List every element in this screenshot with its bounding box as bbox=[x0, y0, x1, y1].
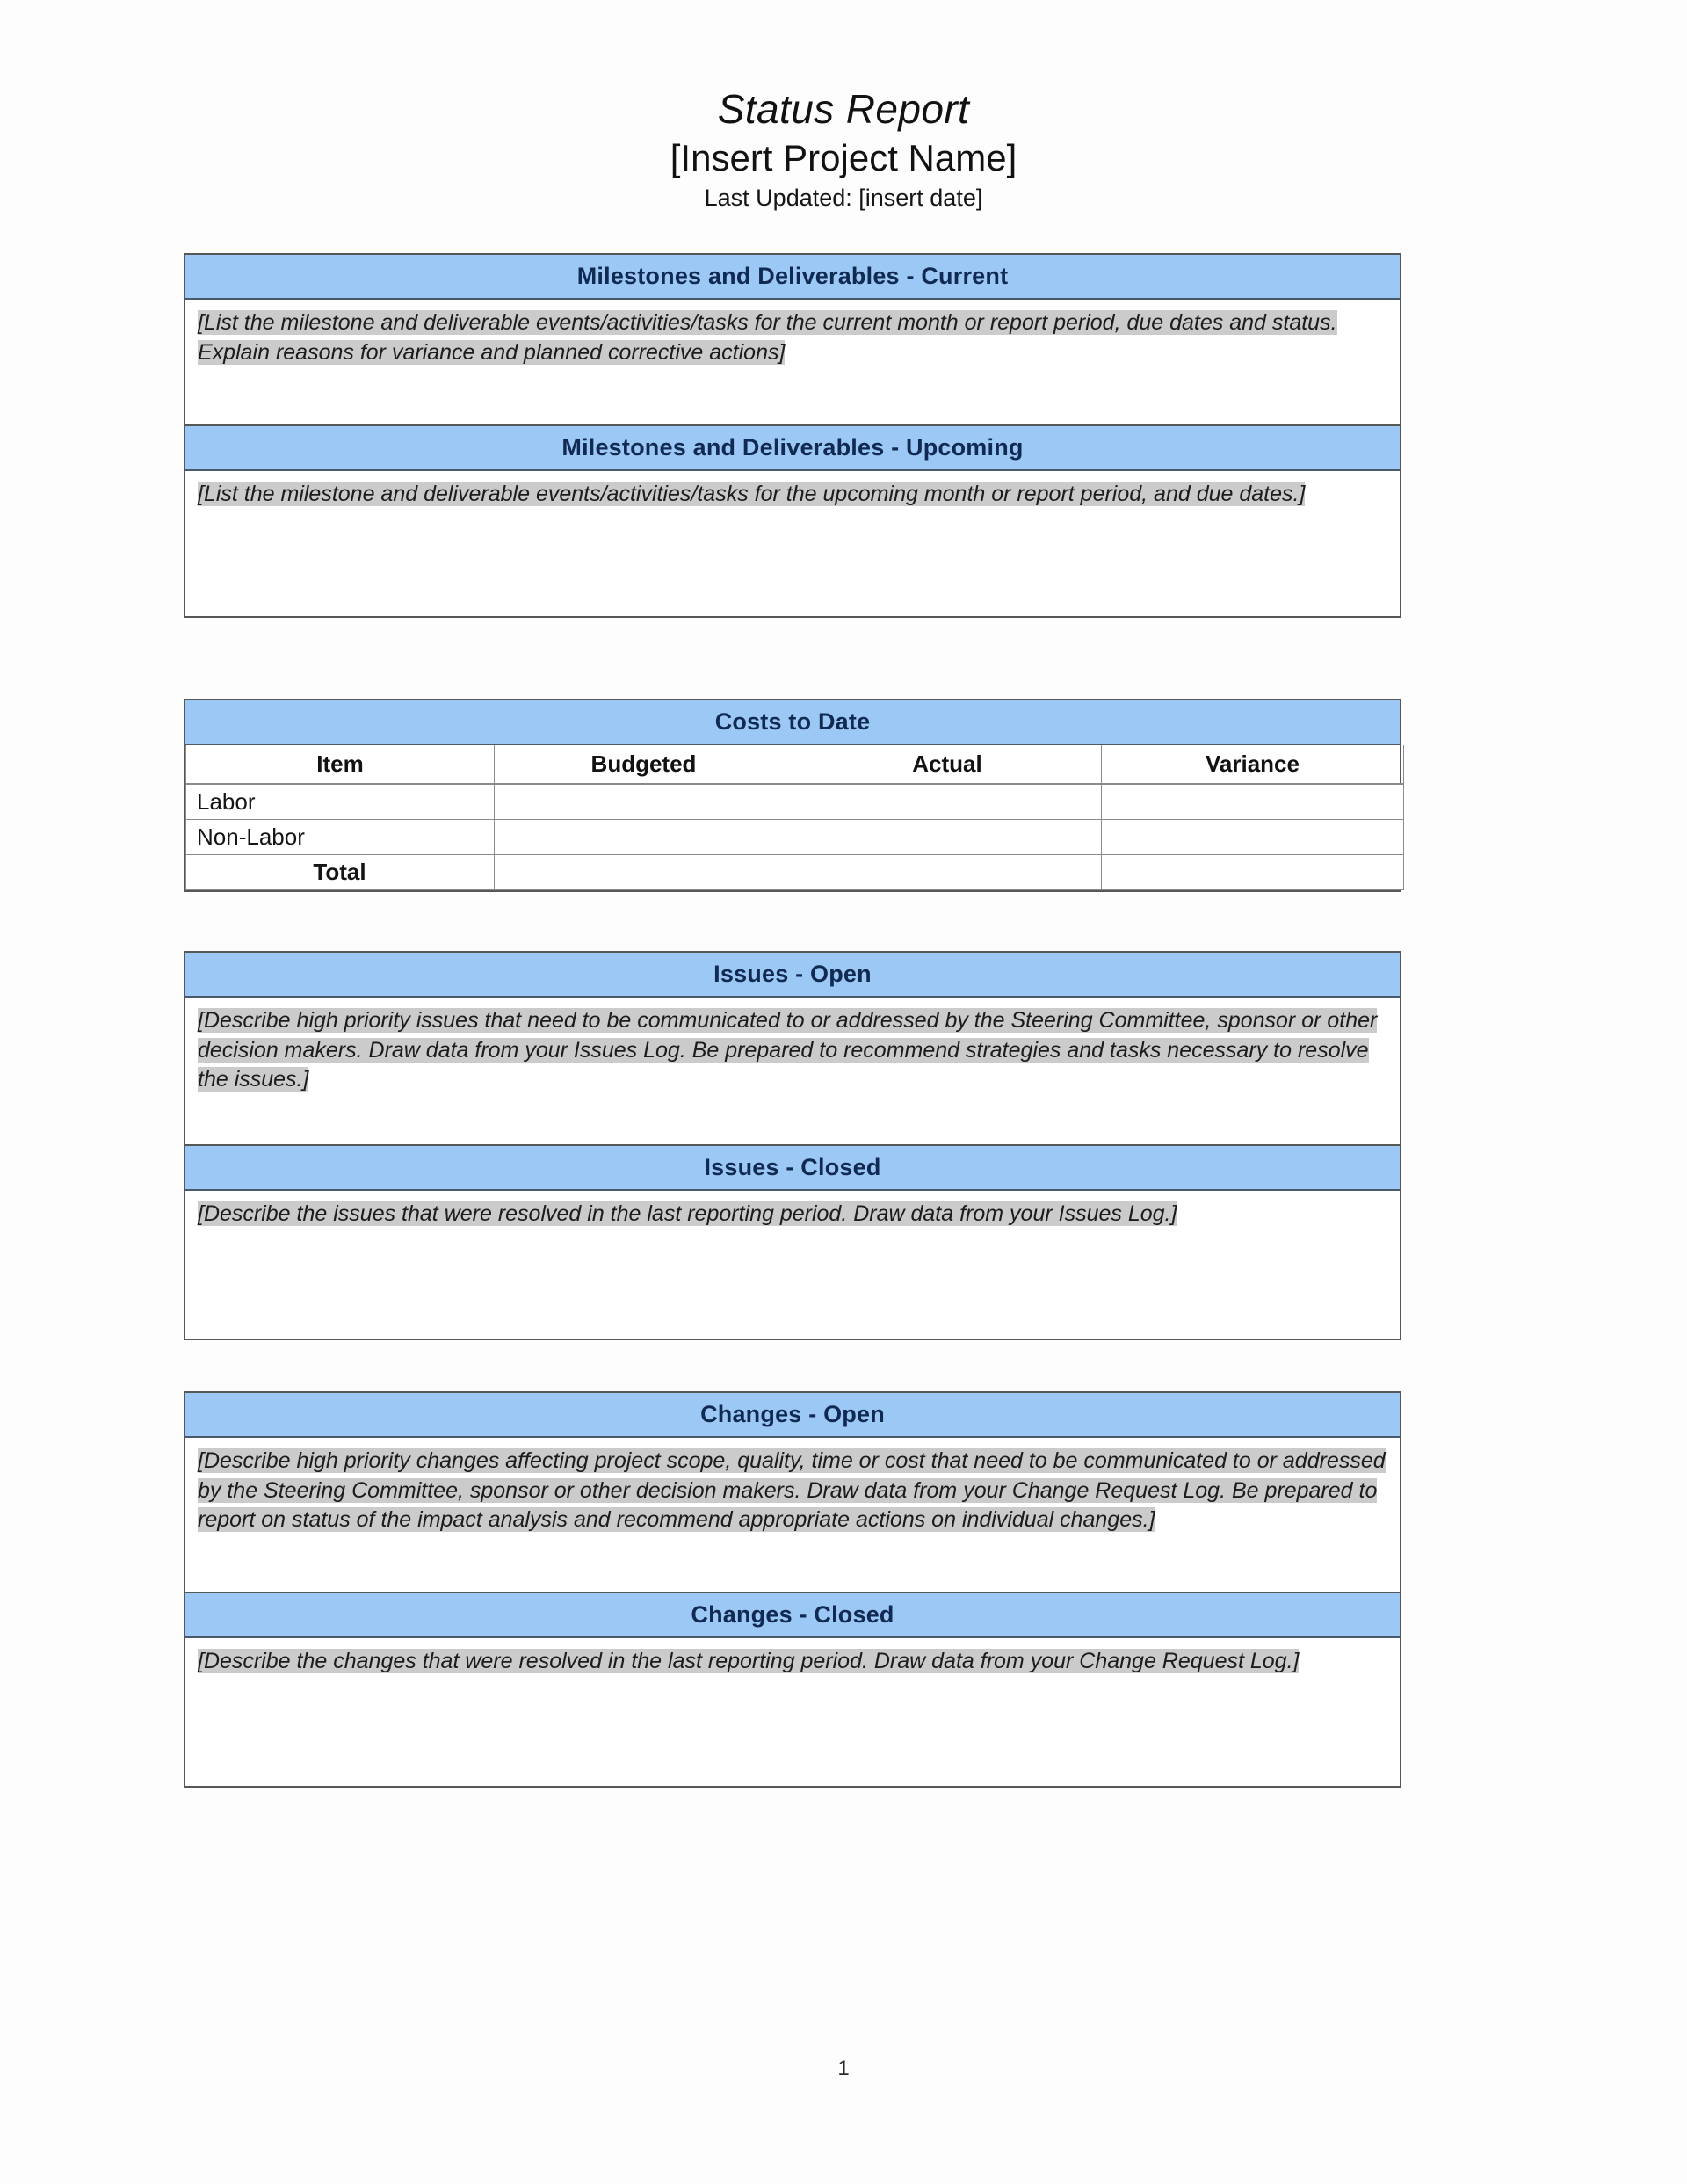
table-header-row bbox=[186, 745, 1404, 784]
changes-open-body bbox=[198, 1447, 1387, 1535]
row-label-non-labor: Non-Labor bbox=[186, 819, 495, 854]
milestones-section bbox=[184, 253, 1401, 618]
column-header-item: Item bbox=[186, 745, 495, 784]
issues-closed-body-cell[interactable] bbox=[185, 1191, 1400, 1339]
milestones-current-body-cell[interactable] bbox=[185, 300, 1400, 424]
page-number: 1 bbox=[837, 2057, 850, 2080]
issues-closed-heading: Issues - Closed bbox=[185, 1144, 1400, 1191]
milestones-current-heading: Milestones and Deliverables - Current bbox=[185, 255, 1400, 300]
milestones-upcoming-heading: Milestones and Deliverables - Upcoming bbox=[185, 424, 1400, 471]
costs-to-date-section bbox=[184, 699, 1401, 892]
cell-labor-variance[interactable] bbox=[1102, 784, 1404, 819]
column-header-budgeted: Budgeted bbox=[495, 745, 793, 784]
costs-to-date-table bbox=[185, 745, 1404, 890]
table-row bbox=[186, 819, 1404, 854]
milestones-upcoming-body-cell[interactable] bbox=[185, 471, 1400, 616]
changes-open-body-cell[interactable] bbox=[185, 1438, 1400, 1592]
changes-open-body-text: [Describe high priority changes affecting project scope, quality, time or cost that need to be communicated to or addressed by the Steering Committee, sponsor or other decision makers. Draw data from your Change Request Log. Be prepared to report on status of the impact analysis and recommend appropriate actions on individual changes.] bbox=[198, 1448, 1386, 1532]
last-updated-line[interactable]: Last Updated: [insert date] bbox=[704, 184, 983, 211]
milestones-upcoming-body-text: [List the milestone and deliverable events/activities/tasks for the upcoming month or report period, and due dates.] bbox=[198, 482, 1306, 506]
project-name-placeholder[interactable]: [Insert Project Name] bbox=[670, 136, 1017, 178]
cell-non-labor-variance[interactable] bbox=[1102, 819, 1404, 854]
issues-open-body bbox=[198, 1006, 1387, 1095]
milestones-current-body-text: [List the milestone and deliverable events/activities/tasks for the current month or report period, due dates and status. Explain reasons for variance and planned corrective actions] bbox=[198, 310, 1337, 365]
cell-labor-budgeted[interactable] bbox=[495, 784, 793, 819]
milestones-current-body bbox=[198, 308, 1387, 367]
cell-total-actual[interactable] bbox=[793, 854, 1102, 889]
table-row bbox=[186, 784, 1404, 819]
issues-section bbox=[184, 951, 1401, 1340]
cell-total-variance[interactable] bbox=[1102, 854, 1404, 889]
table-row bbox=[186, 854, 1404, 889]
changes-closed-body bbox=[198, 1647, 1387, 1677]
column-header-actual: Actual bbox=[793, 745, 1102, 784]
issues-closed-body bbox=[198, 1200, 1387, 1230]
title-block bbox=[0, 88, 1687, 212]
cell-non-labor-budgeted[interactable] bbox=[495, 819, 793, 854]
issues-open-body-text: [Describe high priority issues that need to be communicated to or addressed by the Steering Committee, sponsor or other decision makers. Draw data from your Issues Log. Be prepared to recommend strategies and tasks necessary to resolve the issues.] bbox=[198, 1008, 1378, 1092]
costs-to-date-heading: Costs to Date bbox=[185, 700, 1400, 745]
changes-closed-heading: Changes - Closed bbox=[185, 1592, 1400, 1638]
changes-closed-body-text: [Describe the changes that were resolved in the last reporting period. Draw data from your Change Request Log.] bbox=[198, 1649, 1300, 1673]
changes-section bbox=[184, 1391, 1401, 1788]
row-label-total: Total bbox=[186, 854, 495, 889]
cell-labor-actual[interactable] bbox=[793, 784, 1102, 819]
row-label-labor: Labor bbox=[186, 784, 495, 819]
issues-closed-body-text: [Describe the issues that were resolved in the last reporting period. Draw data from your Issues Log.] bbox=[198, 1201, 1177, 1226]
issues-open-body-cell[interactable] bbox=[185, 998, 1400, 1144]
changes-open-heading: Changes - Open bbox=[185, 1393, 1400, 1438]
issues-open-heading: Issues - Open bbox=[185, 953, 1400, 998]
milestones-upcoming-body bbox=[198, 480, 1387, 510]
column-header-variance: Variance bbox=[1102, 745, 1404, 784]
cell-non-labor-actual[interactable] bbox=[793, 819, 1102, 854]
cell-total-budgeted[interactable] bbox=[495, 854, 793, 889]
page-title: Status Report bbox=[717, 86, 970, 132]
changes-closed-body-cell[interactable] bbox=[185, 1638, 1400, 1786]
